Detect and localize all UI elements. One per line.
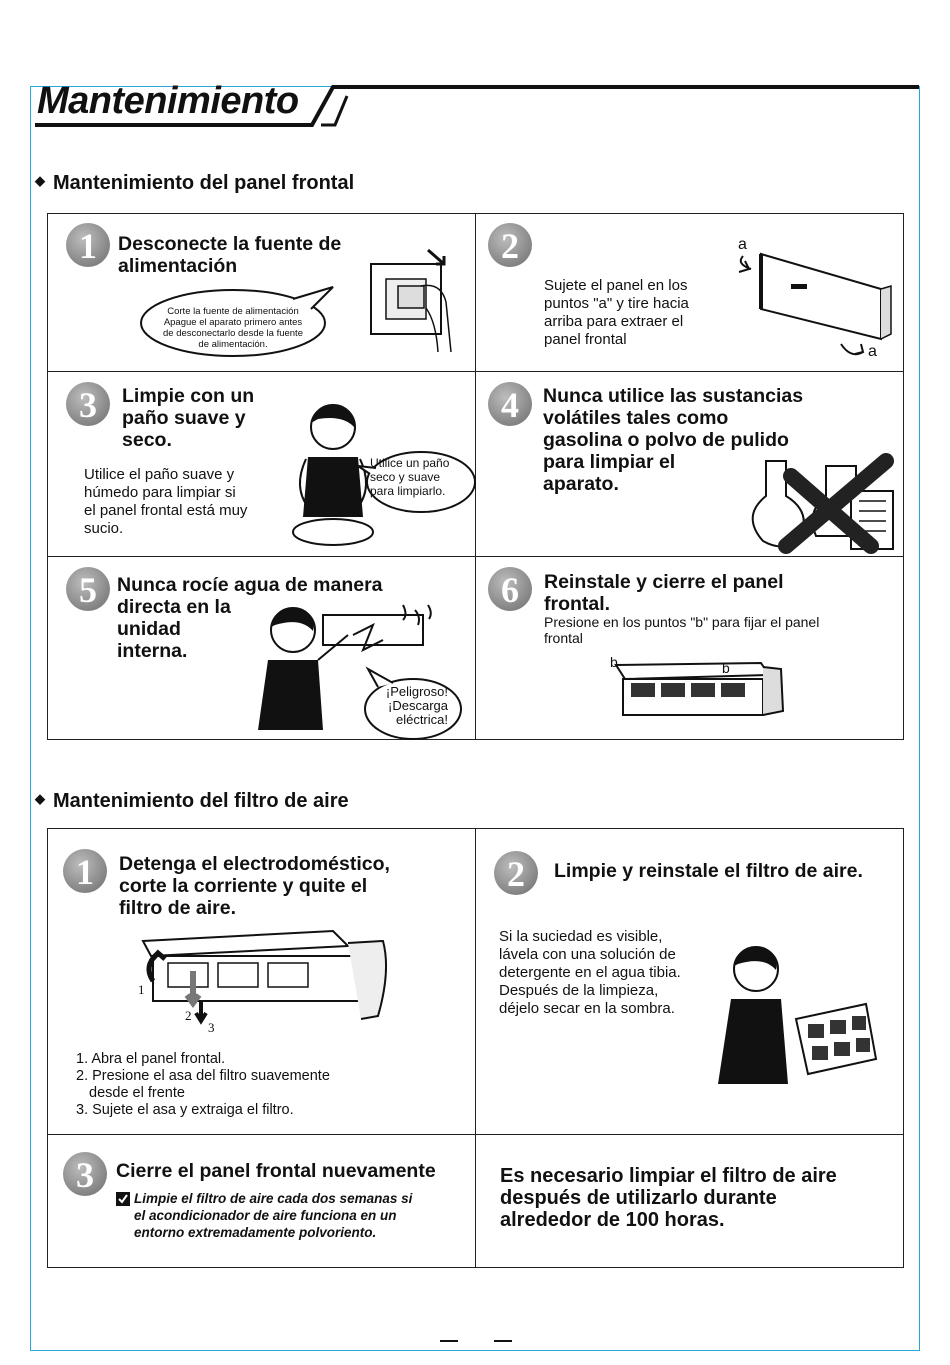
- step-text: Sujete el panel en los puntos "a" y tire hacia arriba para extraer el panel frontal: [544, 277, 689, 348]
- filter-removal-diagram-icon: [133, 921, 393, 1031]
- page-footer-dash: [440, 1340, 458, 1342]
- step-number-badge: 4: [488, 382, 532, 426]
- step-heading: Nunca utilice las sustancias volátiles tales como gasolina o polvo de pulido para limpiar el aparato.: [543, 385, 804, 495]
- point-b-label: b: [722, 660, 730, 676]
- step-number-badge: 6: [488, 567, 532, 611]
- front-step-4-cell: [476, 372, 904, 557]
- front-step-1-cell: [48, 214, 476, 372]
- step-number-badge: 1: [63, 849, 107, 893]
- step-heading: Cierre el panel frontal nuevamente: [116, 1160, 436, 1182]
- cleaning-interval-note: Es necesario limpiar el filtro de aire después de utilizarlo durante alrededor de 100 horas.: [500, 1165, 837, 1231]
- diamond-bullet-icon: ◆: [35, 791, 45, 806]
- section-heading-front-panel: [35, 172, 354, 195]
- indoor-unit-open-panel-icon: [611, 655, 791, 735]
- wall-socket-hand-icon: [366, 242, 476, 362]
- air-filter-steps-table: [47, 828, 904, 1268]
- front-panel-steps-table: [47, 213, 904, 740]
- step-note: Limpie el filtro de aire cada dos semanas si el acondicionador de aire funciona en un entorno extremadamente polvoriento.: [134, 1191, 413, 1240]
- page-footer-dash: [494, 1340, 512, 1342]
- step-number-badge: 2: [494, 851, 538, 895]
- step-heading: Detenga el electrodoméstico, corte la corriente y quite el filtro de aire.: [119, 853, 390, 919]
- title-underline: [35, 78, 919, 130]
- step-heading: Limpie con un paño suave y seco.: [122, 385, 255, 451]
- figure-label-2: 2: [185, 1008, 192, 1023]
- step-number-badge: 5: [66, 567, 110, 611]
- front-step-5-cell: [48, 557, 476, 740]
- step-heading: Nunca rocíe agua de manera directa en la unidad interna.: [117, 574, 383, 662]
- front-step-2-cell: [476, 214, 904, 372]
- section-heading-air-filter: [35, 790, 349, 813]
- step-text: Utilice el paño suave y húmedo para limpiar si el panel frontal está muy sucio.: [84, 466, 248, 537]
- woman-holding-filter-icon: [716, 944, 886, 1094]
- volatile-substances-crossed-icon: [741, 456, 901, 556]
- front-step-3-cell: [48, 372, 476, 557]
- step-text: Si la suciedad es visible, lávela con una solución de detergente en el agua tibia. Después de la limpieza, déjelo secar en la sombra.: [499, 928, 681, 1017]
- bubble-text: Utilice un paño seco y suave para limpiarlo.: [370, 456, 450, 498]
- point-a-label-top: a: [738, 236, 747, 253]
- figure-label-1: 1: [138, 982, 145, 997]
- step-heading: Desconecte la fuente de alimentación: [118, 233, 342, 277]
- section-title: Mantenimiento del filtro de aire: [53, 790, 349, 812]
- step-instructions-list: 1. Abra el panel frontal. 2. Presione el asa del filtro suavemente desde el frente 3. Sujete el asa y extraiga el filtro.: [76, 1051, 330, 1118]
- step-number-badge: 1: [66, 223, 110, 267]
- diamond-bullet-icon: ◆: [35, 173, 45, 188]
- page-title: Mantenimiento: [37, 80, 299, 122]
- step-heading: Limpie y reinstale el filtro de aire.: [554, 860, 863, 882]
- figure-label-3: 3: [208, 1020, 215, 1035]
- bubble-text: Corte la fuente de alimentación Apague el aparato primero antes de desconectarlo desde la fuente de alimentación.: [163, 306, 303, 350]
- step-text: Presione en los puntos "b" para fijar el panel frontal: [544, 614, 820, 646]
- front-step-6-cell: [476, 557, 904, 740]
- point-a-label-bottom: a: [868, 343, 877, 360]
- checkmark-icon: [116, 1192, 130, 1206]
- step-number-badge: 3: [63, 1152, 107, 1196]
- page-title-banner: [35, 78, 919, 130]
- step-number-badge: 3: [66, 382, 110, 426]
- point-b-label: b: [610, 654, 618, 670]
- filter-step-1-cell: [48, 829, 476, 1135]
- filter-step-2-cell: [476, 829, 904, 1135]
- filter-cleaning-interval-cell: [476, 1135, 904, 1268]
- filter-step-3-cell: [48, 1135, 476, 1268]
- step-heading: Reinstale y cierre el panel frontal.: [544, 571, 784, 615]
- section-title: Mantenimiento del panel frontal: [53, 172, 355, 194]
- step-number-badge: 2: [488, 223, 532, 267]
- bubble-text: ¡Peligroso! ¡Descarga eléctrica!: [385, 684, 448, 727]
